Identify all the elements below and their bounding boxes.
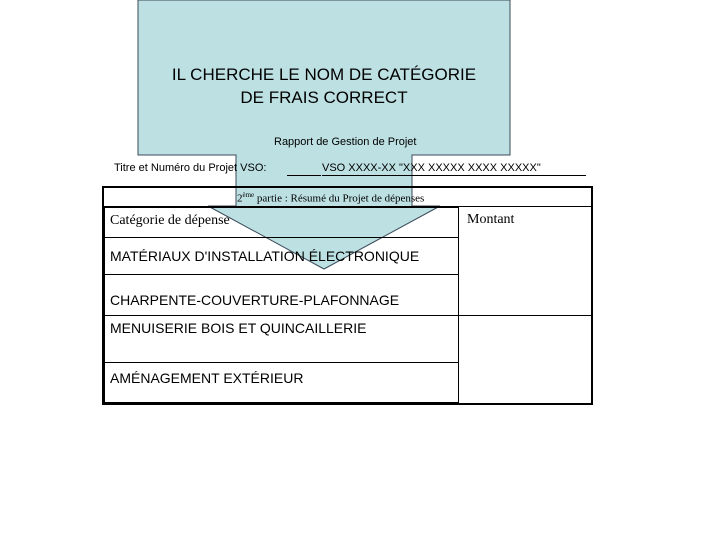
project-blank-underline [287,175,321,176]
header-category: Catégorie de dépense [110,213,230,228]
row-separator [104,206,591,207]
section-part-number: 2 [237,192,243,205]
amount-column [458,207,591,403]
callout-line-1: IL CHERCHE LE NOM DE CATÉGORIE [171,65,477,84]
project-value: VSO XXXX-XX "XXX XXXXX XXXX XXXXX" [322,162,586,176]
row-separator [104,315,591,316]
table-row: AMÉNAGEMENT EXTÉRIEUR [110,370,304,386]
header-amount: Montant [467,212,515,227]
row-separator [104,362,458,363]
section-title [237,191,424,205]
project-label: Titre et Numéro du Projet VSO: [114,162,267,174]
row-separator [104,274,458,275]
callout-line-2: DE FRAIS CORRECT [240,88,408,107]
section-part-sup: ème [242,191,255,199]
table-row: MENUISERIE BOIS ET QUINCAILLERIE [110,320,367,336]
callout-headline [140,63,508,109]
table-row: MATÉRIAUX D'INSTALLATION ÉLECTRONIQUE [110,248,420,264]
report-title: Rapport de Gestion de Projet [274,136,417,148]
section-part-text: partie : Résumé du Projet de dépenses [254,192,425,205]
table-row: CHARPENTE-COUVERTURE-PLAFONNAGE [110,292,400,308]
row-separator [104,237,458,238]
